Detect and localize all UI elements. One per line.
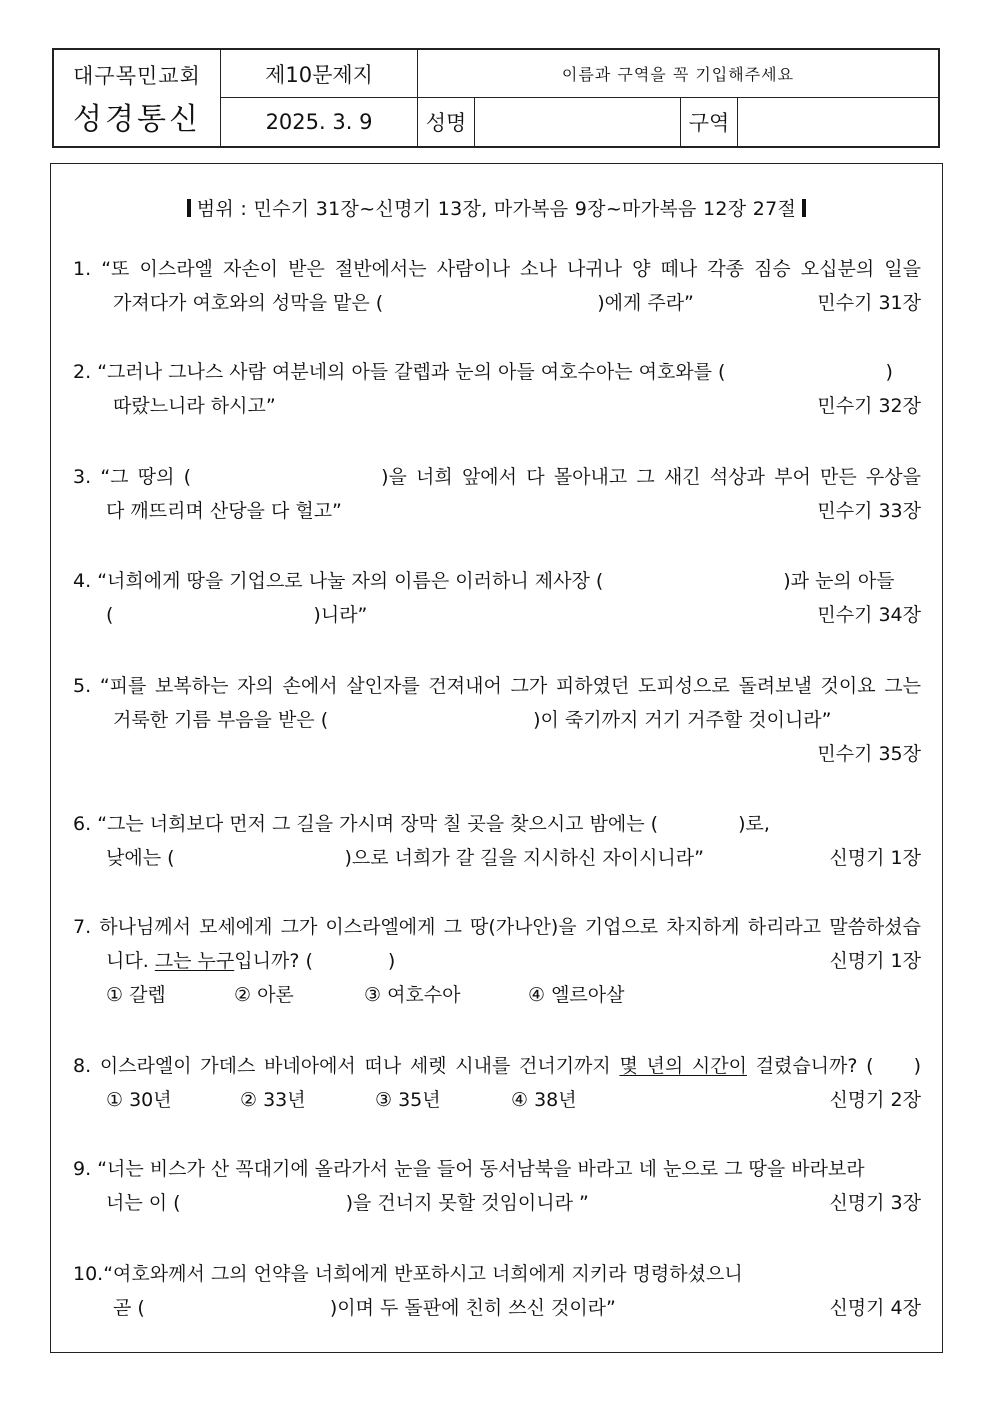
bible-reference: 신명기 2장 bbox=[829, 1089, 921, 1111]
bible-reference: 신명기 1장 bbox=[829, 847, 921, 869]
answer-options bbox=[73, 978, 921, 1012]
question-7 bbox=[73, 910, 921, 1012]
church-cell bbox=[54, 50, 220, 146]
question-number: 3. bbox=[73, 466, 92, 488]
question-1 bbox=[73, 252, 921, 320]
question-line: 다 깨뜨리며 산당을 다 헐고” 민수기 33장 bbox=[73, 494, 921, 528]
question-number: 6. bbox=[73, 813, 92, 835]
question-9 bbox=[73, 1152, 921, 1220]
question-6 bbox=[73, 807, 921, 875]
option-4[interactable]: ④ 38년 bbox=[511, 1089, 577, 1111]
question-line bbox=[73, 737, 921, 771]
question-line: 3. “그 땅의 ( )을 너희 앞에서 다 몰아내고 그 새긴 석상과 부어 만든 우상을 bbox=[73, 466, 921, 488]
question-number: 2. bbox=[73, 361, 92, 383]
question-line: 가져다가 여호와의 성막을 맡은 ( )에게 주라” 민수기 31장 bbox=[73, 286, 921, 320]
question-text: 하나님께서 모세에게 그가 이스라엘에게 그 땅(가나안)을 기업으로 차지하게 하리라고 말씀하셨습 bbox=[99, 916, 921, 938]
option-3[interactable]: ③ 35년 bbox=[375, 1089, 441, 1111]
bar-mark bbox=[802, 199, 806, 217]
range-heading bbox=[51, 194, 942, 221]
option-1[interactable]: ① 30년 bbox=[106, 1089, 172, 1111]
range-text: 범위 : 민수기 31장~신명기 13장, 마가복음 9장~마가복음 12장 27절 bbox=[196, 198, 797, 220]
question-line bbox=[73, 669, 921, 703]
question-line bbox=[73, 1257, 921, 1291]
question-line: 니다. 그는 누구입니까? ( ) 신명기 1장 bbox=[73, 944, 921, 978]
option-3[interactable]: ③ 여호수아 bbox=[364, 984, 461, 1006]
question-5 bbox=[73, 669, 921, 771]
church-name: 대구목민교회 bbox=[73, 64, 201, 88]
question-line: 2. “그러나 그나스 사람 여분네의 아들 갈렙과 눈의 아들 여호수아는 여호와를 ( ) bbox=[73, 361, 893, 383]
question-line bbox=[73, 910, 921, 944]
question-line: 낮에는 ( )으로 너희가 갈 길을 지시하신 자이시니라” 신명기 1장 bbox=[73, 841, 921, 875]
question-line: 6. “그는 너희보다 먼저 그 길을 가시며 장막 칠 곳을 찾으시고 밤에는 ( )로, bbox=[73, 813, 770, 835]
question-2 bbox=[73, 355, 921, 423]
question-sheet bbox=[50, 163, 943, 1353]
option-4[interactable]: ④ 엘르아살 bbox=[528, 984, 625, 1006]
question-number: 5. bbox=[73, 675, 92, 697]
question-number: 8. bbox=[73, 1055, 92, 1077]
option-2[interactable]: ② 33년 bbox=[240, 1089, 306, 1111]
option-1[interactable]: ① 갈렙 bbox=[106, 984, 166, 1006]
bible-reference: 신명기 4장 bbox=[829, 1297, 921, 1319]
question-line: 4. “너희에게 땅을 기업으로 나눌 자의 이름은 이러하니 제사장 ( )과 눈의 아들 bbox=[73, 570, 895, 592]
district-field[interactable] bbox=[738, 98, 938, 146]
question-line bbox=[73, 252, 921, 286]
bible-reference: 민수기 31장 bbox=[817, 292, 921, 314]
question-number: 7. bbox=[73, 916, 92, 938]
question-number: 10. bbox=[73, 1263, 104, 1285]
question-line: 8. 이스라엘이 가데스 바네아에서 떠나 세렛 시내를 건너기까지 몇 년의 시간이 걸렸습니까? ( ) bbox=[73, 1055, 921, 1077]
question-line: 따랐느니라 하시고” 민수기 32장 bbox=[73, 389, 921, 423]
name-field[interactable] bbox=[475, 98, 680, 146]
question-line bbox=[73, 1152, 921, 1186]
bible-reference: 민수기 32장 bbox=[817, 395, 921, 417]
question-number: 9. bbox=[73, 1158, 92, 1180]
bible-reference: 민수기 34장 bbox=[817, 604, 921, 626]
option-2[interactable]: ② 아론 bbox=[234, 984, 294, 1006]
question-3 bbox=[73, 460, 921, 528]
answer-options bbox=[73, 1083, 921, 1117]
header-table bbox=[52, 48, 940, 148]
bible-reference: 신명기 3장 bbox=[829, 1192, 921, 1214]
notice-text: 이름과 구역을 꼭 기입해주세요 bbox=[561, 65, 795, 84]
question-8 bbox=[73, 1049, 921, 1117]
question-number: 4. bbox=[73, 570, 92, 592]
question-line: 곧 ( )이며 두 돌판에 친히 쓰신 것이라” 신명기 4장 bbox=[73, 1291, 921, 1325]
bible-reference: 민수기 33장 bbox=[817, 500, 921, 522]
bible-reference: 민수기 35장 bbox=[817, 743, 921, 765]
issue-date: 2025. 3. 9 bbox=[265, 110, 373, 134]
issue-number: 제10문제지 bbox=[265, 62, 373, 87]
bible-reference: 신명기 1장 bbox=[829, 950, 921, 972]
question-text: “여호와께서 그의 언약을 너희에게 반포하시고 너희에게 지키라 명령하셨으니 bbox=[103, 1263, 743, 1285]
question-line: 거룩한 기름 부음을 받은 ( )이 죽기까지 거기 거주할 것이니라” bbox=[113, 709, 832, 731]
underlined-text: 그는 누구 bbox=[154, 950, 235, 972]
question-text: “너는 비스가 산 꼭대기에 올라가서 눈을 들어 동서남북을 바라고 네 눈으로 그 땅을 바라보라 bbox=[97, 1158, 865, 1180]
question-10 bbox=[73, 1257, 921, 1325]
question-number: 1. bbox=[73, 258, 92, 280]
question-line: ( )니라” 민수기 34장 bbox=[73, 598, 921, 632]
question-4 bbox=[73, 564, 921, 632]
bulletin-title: 성경통신 bbox=[73, 102, 201, 137]
question-line: 너는 이 ( )을 건너지 못할 것임이니라 ” 신명기 3장 bbox=[73, 1186, 921, 1220]
bar-mark bbox=[187, 199, 191, 217]
district-label: 구역 bbox=[688, 111, 730, 135]
question-text: “또 이스라엘 자손이 받은 절반에서는 사람이나 소나 나귀나 양 떼나 각종 짐승 오십분의 일을 bbox=[101, 258, 921, 280]
underlined-text: 몇 년의 시간이 bbox=[619, 1055, 747, 1077]
name-label: 성명 bbox=[425, 111, 467, 135]
question-text: “피를 보복하는 자의 손에서 살인자를 건져내어 그가 피하였던 도피성으로 돌려보낼 것이요 그는 bbox=[99, 675, 921, 697]
